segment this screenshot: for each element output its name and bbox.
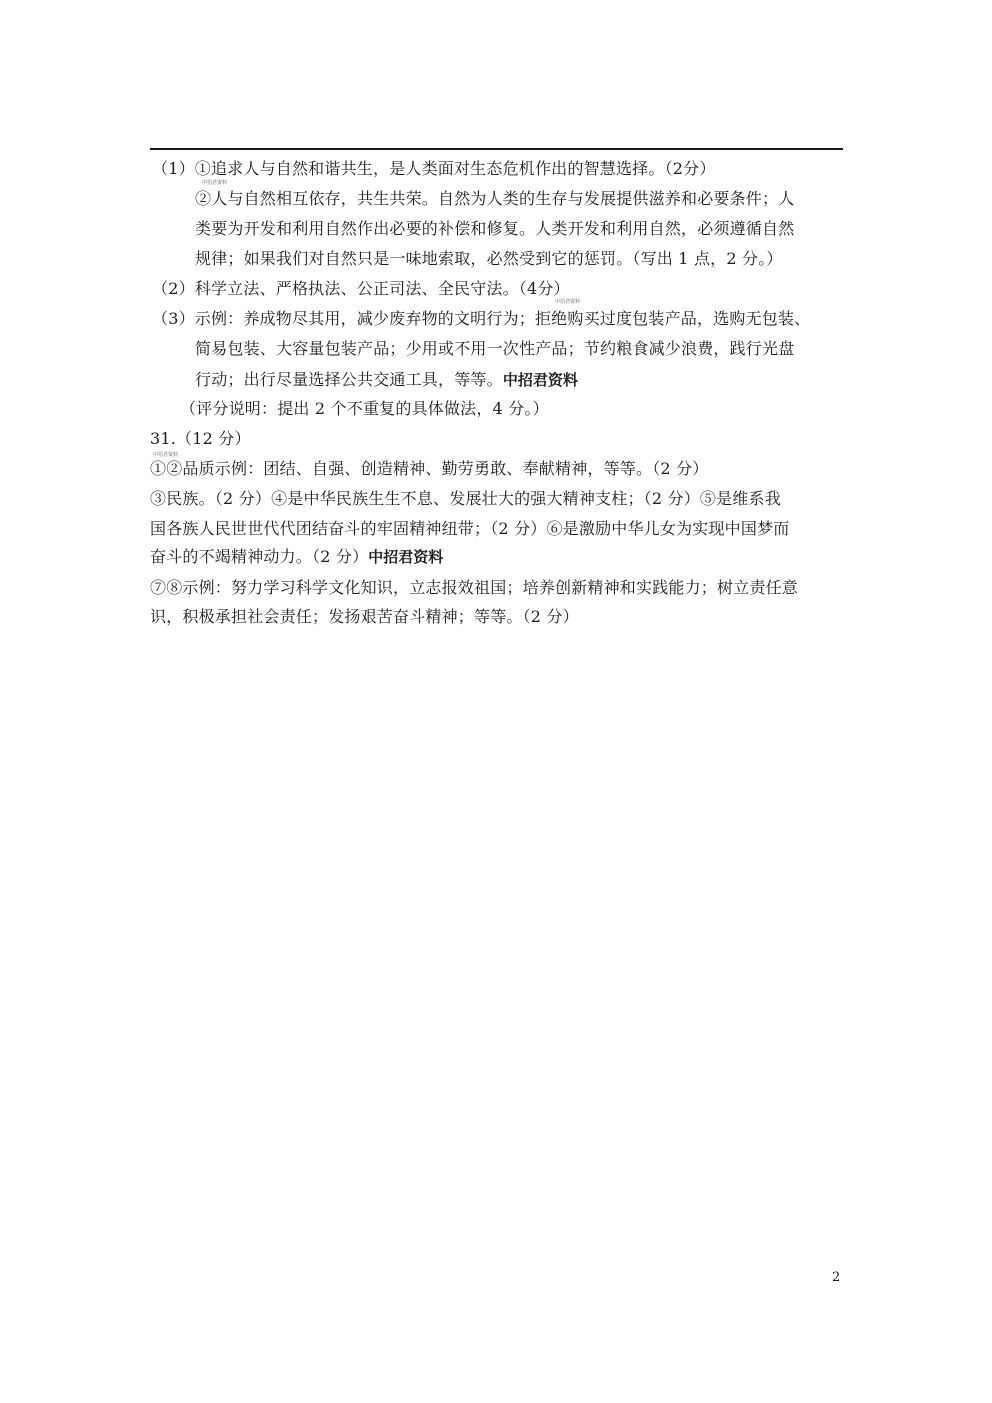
answer-31-line-4-text: 奋斗的不竭精神动力。（2 分）: [150, 547, 369, 566]
header-rule: [150, 148, 843, 150]
watermark-tiny-1: 中招君资料: [202, 180, 228, 186]
answer-1-line-2: ②人与自然相互依存，共生共荣。自然为人类的生存与发展提供滋养和必要条件；人: [195, 189, 795, 208]
watermark-tiny-2: 中招君资料: [555, 299, 581, 305]
answer-31-line-5: ⑦⑧示例：努力学习科学文化知识，立志报效祖国；培养创新精神和实践能力；树立责任意: [150, 578, 799, 597]
answer-31-line-4: [150, 547, 443, 567]
answer-3-line-3-text: 行动；出行尽量选择公共交通工具，等等。: [195, 370, 503, 389]
page-number: 2: [832, 1270, 841, 1285]
answer-31-line-3: 国各族人民世世代代团结奋斗的牢固精神纽带；（2 分）⑥是激励中华儿女为实现中国梦而: [150, 519, 790, 538]
answer-31-line-1: ①②品质示例：团结、自强、创造精神、勤劳勇敢、奉献精神，等等。（2 分）: [150, 459, 709, 478]
answer-3-scoring-note: （评分说明：提出 2 个不重复的具体做法，4 分。）: [180, 399, 549, 418]
question-31-heading: 31.（12 分）: [150, 429, 251, 448]
answer-2-line-1: （2）科学立法、严格执法、公正司法、全民守法。（4分）: [152, 279, 570, 298]
answer-31-line-2: ③民族。（2 分）④是中华民族生生不息、发展壮大的强大精神支柱；（2 分）⑤是维系我: [150, 489, 781, 508]
answer-1-line-4: 规律；如果我们对自然只是一味地索取，必然受到它的惩罚。（写出 1 点，2 分。）: [195, 249, 783, 268]
watermark-strong-2: 中招君资料: [368, 548, 444, 566]
watermark-strong-1: 中招君资料: [502, 371, 578, 389]
watermark-tiny-3: 中招君资料: [153, 452, 179, 458]
answer-3-line-3: [195, 370, 578, 390]
answer-3-line-1: （3）示例：养成物尽其用，减少废弃物的文明行为；拒绝购买过度包装产品，选购无包装、: [152, 309, 811, 328]
answer-1-line-3: 类要为开发和利用自然作出必要的补偿和修复。人类开发和利用自然，必须遵循自然: [195, 219, 795, 238]
answer-31-line-6: 识，积极承担社会责任；发扬艰苦奋斗精神；等等。（2 分）: [150, 607, 579, 626]
answer-3-line-2: 简易包装、大容量包装产品；少用或不用一次性产品；节约粮食减少浪费，践行光盘: [195, 339, 795, 358]
answer-1-line-1: （1）①追求人与自然和谐共生，是人类面对生态危机作出的智慧选择。（2分）: [152, 159, 716, 178]
